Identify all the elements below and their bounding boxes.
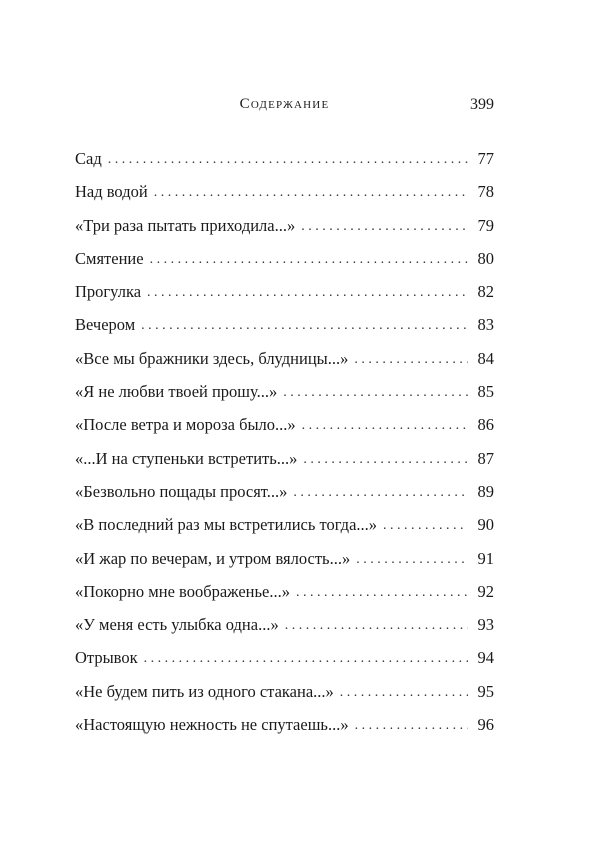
toc-entry — [75, 242, 494, 275]
dot-leader — [303, 443, 468, 475]
toc-entry-page-number: 83 — [477, 315, 494, 335]
toc-entry — [75, 675, 494, 708]
toc-entry — [75, 708, 494, 741]
toc-entry-page-number: 87 — [477, 448, 494, 468]
toc-entry — [75, 342, 494, 375]
toc-entry-title: «Я не любви твоей прошу...» — [75, 382, 278, 402]
toc-entry-page-number: 92 — [477, 581, 494, 601]
dot-leader — [296, 576, 468, 608]
toc-entry-page-number: 82 — [477, 282, 494, 302]
dot-leader — [108, 143, 468, 175]
dot-leader — [147, 276, 468, 308]
dot-leader — [154, 176, 468, 208]
dot-leader — [356, 543, 468, 575]
toc-entry-title: «Не будем пить из одного стакана...» — [75, 681, 334, 701]
toc-entry-page-number: 90 — [477, 515, 494, 535]
toc-entry — [75, 542, 494, 575]
dot-leader — [285, 609, 468, 641]
toc-entry-page-number: 84 — [477, 348, 494, 368]
dot-leader — [301, 210, 468, 242]
toc-entry-page-number: 94 — [477, 648, 494, 668]
toc-entry-title: «Настоящую нежность не спутаешь...» — [75, 715, 349, 735]
running-header — [75, 96, 494, 120]
toc-entry — [75, 475, 494, 508]
dot-leader — [354, 343, 468, 375]
toc-entry — [75, 275, 494, 308]
toc-entry — [75, 575, 494, 608]
toc-entry-page-number: 80 — [477, 248, 494, 268]
dot-leader — [340, 676, 468, 708]
dot-leader — [383, 509, 468, 541]
toc-entry — [75, 608, 494, 641]
toc-entry-page-number: 77 — [477, 149, 494, 168]
running-head-page-number: 399 — [470, 96, 494, 113]
dot-leader — [141, 309, 468, 341]
toc-entry-title: Отрывок — [75, 648, 138, 668]
toc-entry-title: «...И на ступеньки встретить...» — [75, 448, 298, 468]
toc-entry-page-number: 95 — [477, 681, 494, 701]
toc-entry — [75, 641, 494, 674]
toc-entry — [75, 508, 494, 541]
toc-entry-title: «У меня есть улыбка одна...» — [75, 615, 279, 635]
dot-leader — [355, 709, 468, 741]
toc-entry-title: Смятение — [75, 248, 144, 268]
toc-entry-page-number: 96 — [477, 715, 494, 735]
toc-entry-page-number: 78 — [477, 182, 494, 202]
toc-entry-page-number: 79 — [477, 215, 494, 235]
table-of-contents — [75, 142, 494, 741]
toc-entry-page-number: 93 — [477, 615, 494, 635]
dot-leader — [302, 409, 468, 441]
toc-entry-title: «В последний раз мы встретились тогда...» — [75, 515, 378, 535]
toc-entry-page-number: 85 — [477, 382, 494, 402]
toc-entry — [75, 375, 494, 408]
toc-entry-page-number: 86 — [477, 415, 494, 435]
dot-leader — [283, 376, 468, 408]
toc-entry-title: Сад — [75, 149, 102, 168]
dot-leader — [150, 243, 468, 275]
dot-leader — [293, 476, 468, 508]
running-head-title: Содержание — [239, 96, 330, 112]
toc-entry-title: «Безвольно пощады просят...» — [75, 481, 288, 501]
toc-entry — [75, 142, 494, 175]
toc-entry-title: Вечером — [75, 315, 136, 335]
toc-entry-title: «Все мы бражники здесь, блудницы...» — [75, 348, 349, 368]
toc-entry — [75, 408, 494, 441]
dot-leader — [144, 642, 468, 674]
toc-entry-title: Над водой — [75, 182, 148, 202]
toc-entry — [75, 442, 494, 475]
toc-entry-page-number: 89 — [477, 481, 494, 501]
toc-entry-title: «После ветра и мороза было...» — [75, 415, 296, 435]
toc-entry-title: «И жар по вечерам, и утром вялость...» — [75, 548, 351, 568]
toc-entry-title: Прогулка — [75, 282, 142, 302]
toc-entry — [75, 308, 494, 341]
toc-entry-title: «Три раза пытать приходила...» — [75, 215, 296, 235]
toc-entry-title: «Покорно мне воображенье...» — [75, 581, 290, 601]
toc-entry — [75, 175, 494, 208]
toc-entry-page-number: 91 — [477, 548, 494, 568]
toc-entry — [75, 209, 494, 242]
